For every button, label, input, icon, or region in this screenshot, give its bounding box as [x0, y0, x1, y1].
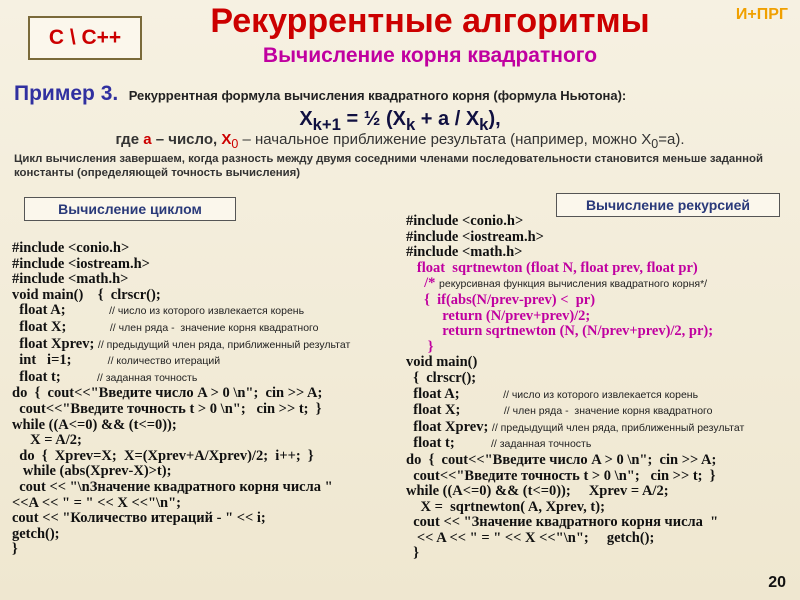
function-code-text: return sqrtnewton (N, (N/prev+prev)/2, pr); [406, 323, 714, 340]
code-line [12, 449, 350, 465]
code-line [406, 500, 744, 516]
code-text: while (abs(Xprev-X)>t); [12, 463, 172, 480]
code-comment: // количество итераций [107, 355, 221, 368]
code-line [12, 496, 350, 512]
code-line [12, 288, 350, 304]
code-line [12, 433, 350, 449]
function-code-text: return (N/prev+prev)/2; [406, 307, 591, 324]
code-text: #include <conio.h> [406, 213, 524, 229]
code-text: #include <math.h> [12, 271, 129, 288]
code-line [12, 303, 350, 320]
code-line [12, 511, 350, 527]
code-text: do { cout<<"Введите число A > 0 \n"; cin >> A; [12, 385, 323, 402]
formula-sub2: k [479, 115, 489, 134]
code-line [406, 403, 744, 420]
code-text: } [406, 545, 419, 562]
code-text: getch(); [12, 525, 60, 542]
where-4: =a). [658, 131, 685, 148]
code-line [406, 436, 744, 453]
code-line [406, 324, 744, 340]
code-line [406, 230, 744, 246]
code-text: X = A/2; [12, 432, 82, 449]
page-number: 20 [768, 574, 786, 591]
code-line [12, 353, 350, 370]
code-text: float t; [406, 435, 491, 452]
code-line [12, 418, 350, 434]
code-line [406, 469, 744, 485]
code-line [406, 261, 744, 277]
code-line [406, 214, 744, 230]
code-text: <<A << " = " << X <<"\n"; [12, 494, 182, 511]
code-line [12, 370, 350, 387]
formula-explanation [0, 131, 800, 151]
code-line [406, 309, 744, 325]
code-line [12, 320, 350, 337]
code-text: cout << "Значение квадратного корня числа " [406, 514, 719, 531]
code-line [12, 402, 350, 418]
formula-lhs-sub: k+1 [312, 115, 341, 134]
function-code-text: /* [406, 275, 440, 292]
where-x-sub: 0 [231, 137, 239, 151]
code-line [406, 484, 744, 500]
code-text: float Xprev; [406, 418, 492, 435]
loop-code-block [12, 241, 350, 558]
code-line [406, 355, 744, 371]
where-3-sub: 0 [651, 137, 659, 151]
code-text: cout<<"Введите точность t > 0 \n"; cin >> t; } [406, 467, 716, 484]
example-label: Пример 3. [14, 82, 119, 105]
code-text: cout<<"Введите точность t > 0 \n"; cin >> t; } [12, 400, 322, 417]
formula-mid2: + a / X [415, 108, 480, 130]
where-1: где [115, 131, 144, 148]
example-heading [14, 82, 626, 106]
code-comment: // число из которого извлекается корень [109, 305, 305, 318]
code-line [406, 515, 744, 531]
code-line [12, 337, 350, 354]
code-comment: // предыдущий член ряда, приближенный результат [97, 338, 351, 351]
where-a: a [143, 131, 152, 148]
code-text: { clrscr(); [406, 369, 477, 386]
code-comment: // предыдущий член ряда, приближенный результат [491, 421, 745, 434]
code-text: int i=1; [12, 352, 108, 369]
code-text: while ((A<=0) && (t<=0)); Xprev = A/2; [406, 483, 669, 500]
code-line [12, 272, 350, 288]
code-text: cout << "\nЗначение квадратного корня числа " [12, 478, 333, 495]
function-code-text: { if(abs(N/prev-prev) < pr) [406, 291, 596, 308]
function-code-text: } [406, 338, 434, 355]
code-text: float Xprev; [12, 335, 98, 352]
formula-sub1: k [405, 115, 416, 134]
code-text: cout << "Количество итераций - " << i; [12, 510, 266, 527]
code-text: float X; [406, 402, 504, 419]
code-text: float t; [12, 368, 97, 385]
slide-title: Рекуррентные алгоритмы [210, 2, 650, 40]
code-text: while ((A<=0) && (t<=0)); [12, 416, 177, 433]
code-text: } [12, 541, 18, 558]
code-comment: // число из которого извлекается корень [503, 388, 699, 401]
loop-condition-text: Цикл вычисления завершаем, когда разность между двумя соседними членами последовательности становится меньше заданной константы (определяющей точность вычисления) [14, 153, 763, 179]
slide-subtitle: Вычисление корня квадратного [262, 44, 598, 67]
code-line [12, 257, 350, 273]
code-text: #include <iostream.h> [12, 255, 150, 272]
code-line [406, 387, 744, 404]
code-line [12, 480, 350, 496]
language-badge: C \ C++ [28, 16, 142, 60]
code-line [406, 293, 744, 309]
code-line [406, 546, 744, 562]
code-line [406, 276, 744, 293]
where-2: – число, [151, 131, 222, 148]
code-line [12, 527, 350, 543]
code-text: float A; [12, 302, 110, 319]
code-text: do { Xprev=X; X=(Xprev+A/Xprev)/2; i++; } [12, 447, 314, 464]
recursion-code-block [406, 214, 744, 562]
example-description: Рекуррентная формула вычисления квадратного корня (формула Ньютона): [128, 88, 627, 103]
where-x: X [221, 131, 232, 148]
function-code-text: float sqrtnewton (float N, float prev, float pr) [406, 259, 698, 276]
code-line [12, 542, 350, 558]
code-comment: // член ряда - значение корня квадратного [109, 321, 319, 334]
code-text: float X; [12, 318, 110, 335]
code-comment: // заданная точность [96, 371, 198, 384]
course-label: И+ПРГ [735, 6, 788, 23]
code-line [12, 464, 350, 480]
code-text: void main() [406, 354, 478, 371]
code-text: void main() { clrscr(); [12, 286, 161, 303]
loop-method-label: Вычисление циклом [24, 197, 236, 221]
code-line [406, 245, 744, 261]
code-line [12, 386, 350, 402]
code-comment: // член ряда - значение корня квадратного [503, 405, 713, 418]
code-comment: рекурсивная функция вычисления квадратного корня*/ [439, 278, 708, 291]
code-line [12, 241, 350, 257]
formula-end: ), [488, 108, 501, 130]
code-text: do { cout<<"Введите число A > 0 \n"; cin >> A; [406, 451, 717, 468]
code-text: #include <conio.h> [12, 240, 130, 256]
code-line [406, 531, 744, 547]
code-text: #include <math.h> [406, 244, 523, 261]
code-text: #include <iostream.h> [406, 228, 544, 245]
code-text: << A << " = " << X <<"\n"; getch(); [406, 529, 655, 546]
code-line [406, 453, 744, 469]
code-text: float A; [406, 385, 504, 402]
code-line [406, 420, 744, 437]
code-comment: // заданная точность [490, 438, 592, 451]
formula-lhs: X [299, 108, 313, 130]
where-3: – начальное приближение результата (например, можно X [238, 131, 652, 148]
code-line [406, 340, 744, 356]
recursion-method-label: Вычисление рекурсией [556, 193, 780, 217]
formula-mid: = ½ (X [340, 108, 406, 130]
code-text: X = sqrtnewton( A, Xprev, t); [406, 498, 605, 515]
code-line [406, 371, 744, 387]
